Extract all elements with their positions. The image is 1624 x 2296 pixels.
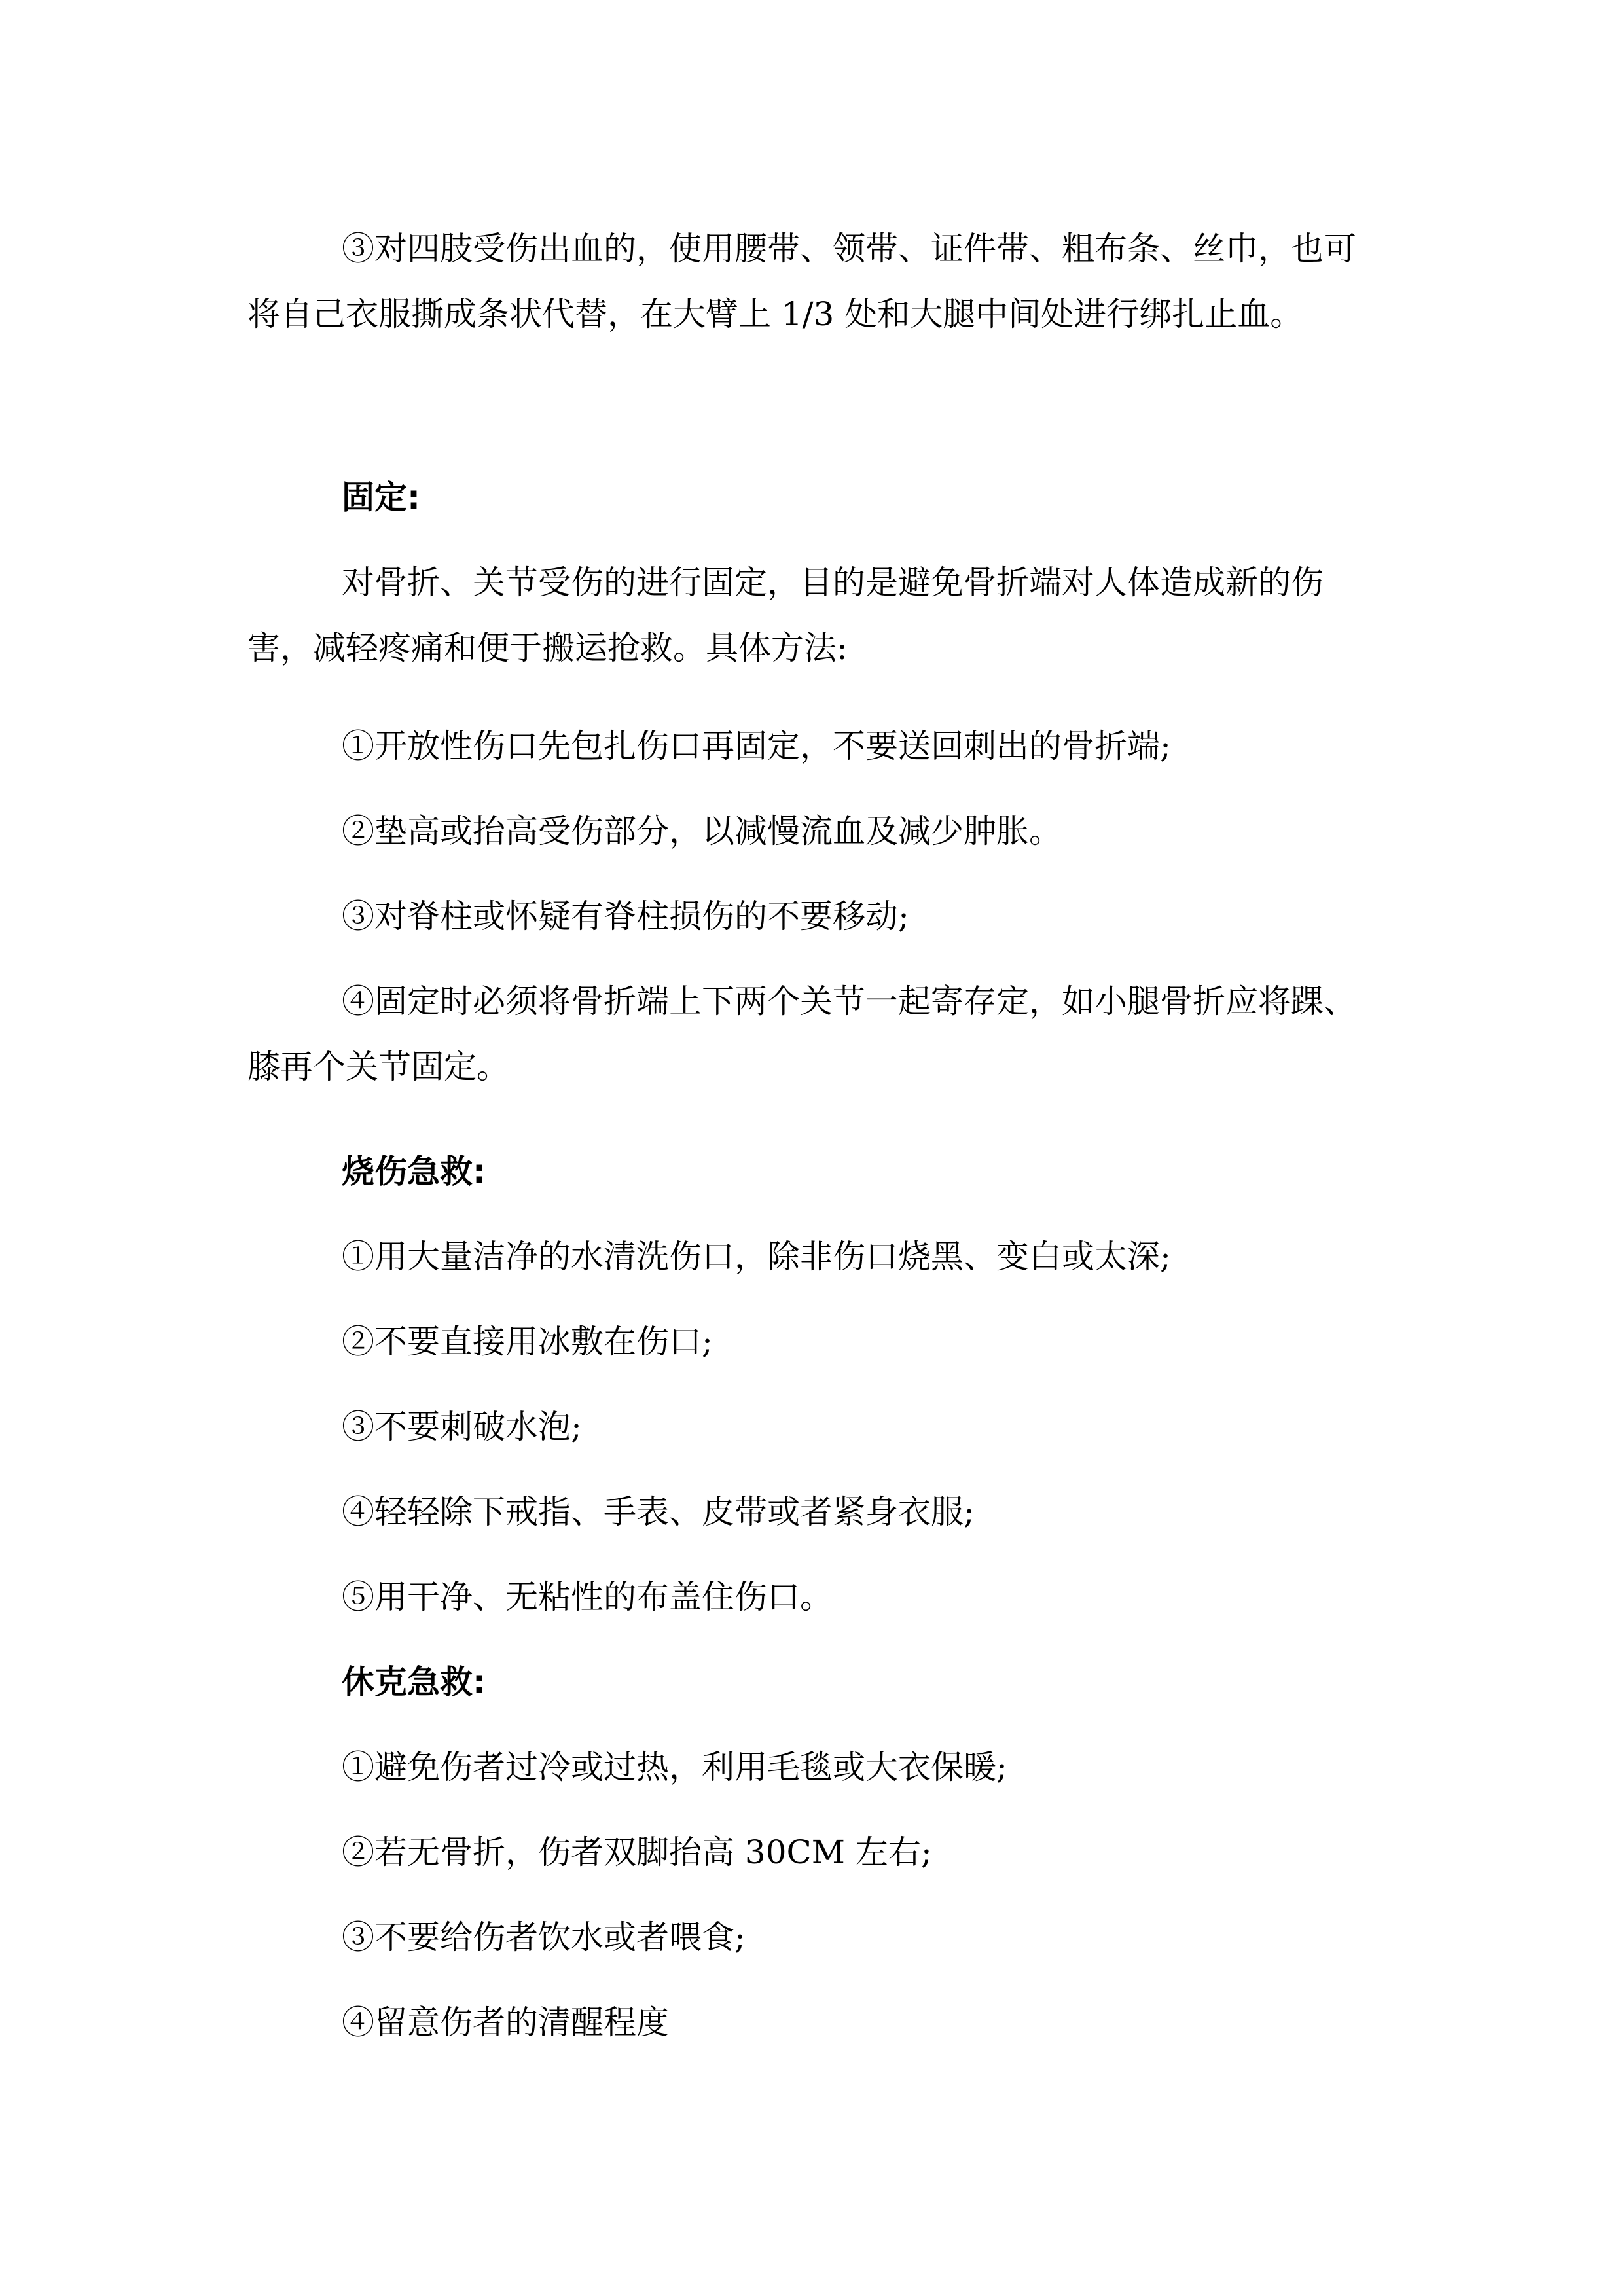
burns-item-4: ④轻轻除下戒指、手表、皮带或者紧身衣服; <box>342 1493 975 1531</box>
fixation-item-2: ②垫高或抬高受伤部分，以减慢流血及减少肿胀。 <box>342 812 1062 850</box>
fixation-item-1: ①开放性伤口先包扎伤口再固定，不要送回刺出的骨折端; <box>342 727 1171 765</box>
fixation-item-4: ④固定时必须将骨折端上下两个关节一起寄存定，如小腿骨折应将踝、膝再个关节固定。 <box>247 982 1356 1086</box>
burns-heading: 烧伤急救: <box>342 1153 486 1191</box>
shock-item-1: ①避免伤者过冷或过热，利用毛毯或大衣保暖; <box>342 1748 1007 1786</box>
burns-item-3: ③不要刺破水泡; <box>342 1408 582 1446</box>
shock-heading: 休克急救: <box>342 1663 486 1701</box>
burns-item-2: ②不要直接用冰敷在伤口; <box>342 1323 713 1361</box>
shock-item-2: ②若无骨折，伤者双脚抬高 30CM 左右; <box>342 1833 932 1871</box>
shock-item-4: ④留意伤者的清醒程度 <box>342 2003 669 2041</box>
bleeding-item-3: ③对四肢受伤出血的，使用腰带、领带、证件带、粗布条、丝巾，也可将自己衣服撕成条状代替，在大臂上 1/3 处和大腿中间处进行绑扎止血。 <box>247 230 1356 333</box>
fixation-item-3: ③对脊柱或怀疑有脊柱损伤的不要移动; <box>342 897 909 935</box>
burns-item-1: ①用大量洁净的水清洗伤口，除非伤口烧黑、变白或太深; <box>342 1238 1171 1276</box>
fixation-heading: 固定: <box>342 478 420 516</box>
burns-item-5: ⑤用干净、无粘性的布盖住伤口。 <box>342 1578 833 1616</box>
fixation-intro: 对骨折、关节受伤的进行固定，目的是避免骨折端对人体造成新的伤害，减轻疼痛和便于搬运抢救。具体方法: <box>247 564 1324 667</box>
shock-item-3: ③不要给伤者饮水或者喂食; <box>342 1918 746 1956</box>
